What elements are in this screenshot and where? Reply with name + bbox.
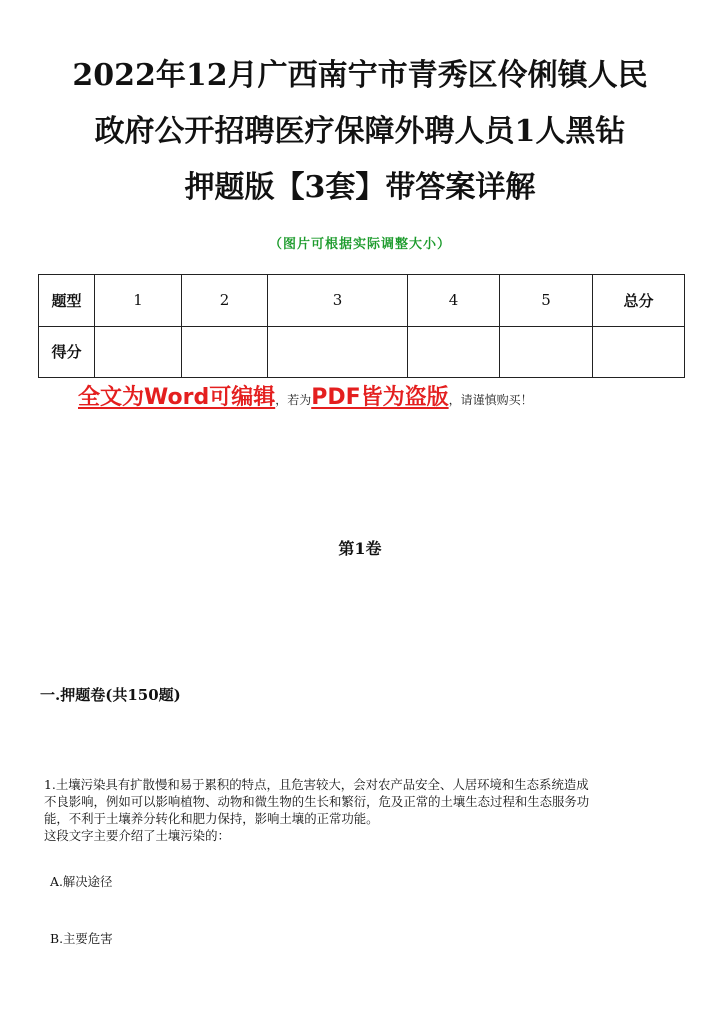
table-header-cell: 5 bbox=[500, 275, 593, 327]
table-cell bbox=[500, 326, 593, 378]
score-table-score-row bbox=[39, 326, 685, 378]
table-row-label: 得分 bbox=[39, 326, 95, 378]
table-cell bbox=[593, 326, 685, 378]
option-b: B.主要危害 bbox=[50, 931, 113, 946]
table-header-cell: 3 bbox=[268, 275, 408, 327]
table-header-cell: 1 bbox=[95, 275, 182, 327]
warning-pdf-pirated: PDF皆为盗版 bbox=[311, 385, 449, 410]
title-line-2: 政府公开招聘医疗保障外聘人员1人黑钻 bbox=[94, 114, 626, 149]
table-cell bbox=[268, 326, 408, 378]
table-header-cell: 题型 bbox=[39, 275, 95, 327]
table-header-cell: 2 bbox=[182, 275, 268, 327]
warning-connector: ，若为 bbox=[275, 393, 312, 407]
score-table bbox=[38, 274, 685, 378]
volume-heading: 第1卷 bbox=[338, 539, 382, 558]
table-cell bbox=[95, 326, 182, 378]
warning-caution: ，请谨慎购买！ bbox=[448, 393, 533, 407]
question-prompt: 这段文字主要介绍了土壤污染的： bbox=[44, 828, 230, 843]
question-line: 1.土壤污染具有扩散慢和易于累积的特点，且危害较大，会对农产品安全、人居环境和生态系统造成 bbox=[44, 777, 589, 792]
warning-word-editable: 全文为Word可编辑 bbox=[78, 385, 276, 410]
question-stem bbox=[44, 776, 680, 844]
title-line-3: 押题版【3套】带答案详解 bbox=[184, 170, 536, 205]
question-line: 不良影响，例如可以影响植物、动物和微生物的生长和繁衍，危及正常的土壤生态过程和生态服务功 bbox=[44, 794, 590, 809]
table-header-cell: 4 bbox=[408, 275, 500, 327]
piracy-warning bbox=[78, 380, 698, 411]
image-size-note: （图片可根据实际调整大小） bbox=[268, 237, 451, 252]
score-table-header-row bbox=[39, 275, 685, 327]
title-line-1: 2022年12月广西南宁市青秀区伶俐镇人民 bbox=[72, 58, 648, 93]
document-title bbox=[30, 48, 690, 216]
option-a: A.解决途径 bbox=[50, 874, 113, 889]
table-cell bbox=[182, 326, 268, 378]
table-cell bbox=[408, 326, 500, 378]
section-heading: 一.押题卷(共150题) bbox=[40, 686, 181, 704]
table-header-cell: 总分 bbox=[593, 275, 685, 327]
question-line: 能，不利于土壤养分转化和肥力保持，影响土壤的正常功能。 bbox=[44, 811, 379, 826]
